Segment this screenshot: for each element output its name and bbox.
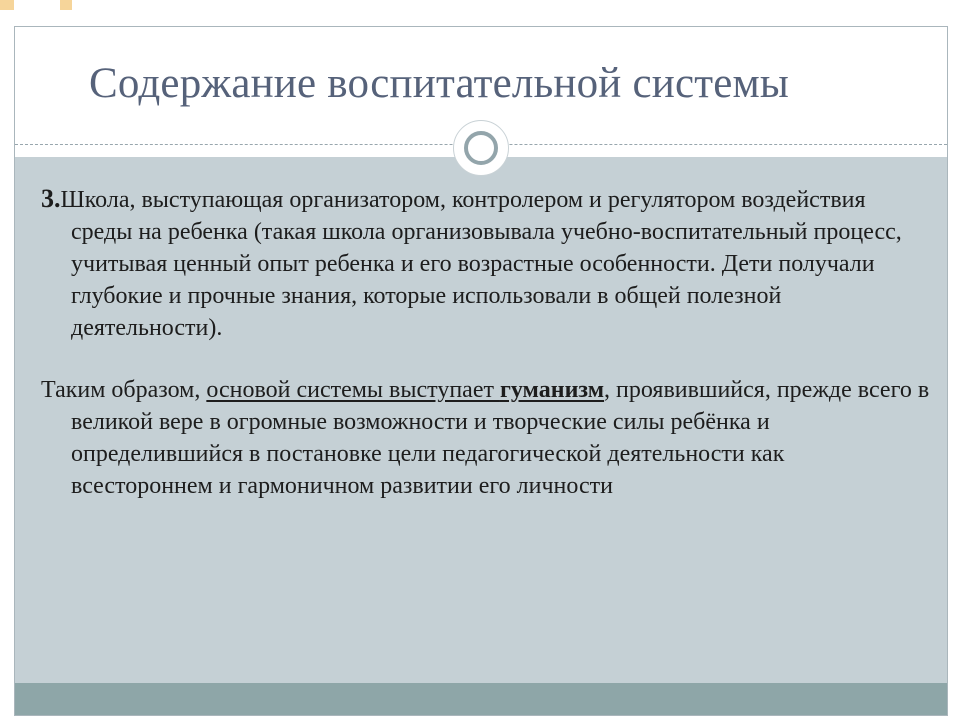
paragraph-humanism-underlined: основой системы выступает <box>206 377 500 403</box>
corner-accent-square <box>60 0 72 10</box>
paragraph-humanism-keyword: гуманизм <box>499 377 605 403</box>
footer-bar <box>15 683 947 716</box>
paragraph-humanism-rest: , проявившийся, прежде всего в великой вере в огромные возможности и творческие силы ребёнка и определившийся в постановке цели педагогической деятельности как всестороннем и гармоничном развитии его личности <box>71 377 930 499</box>
slide-frame <box>14 26 948 716</box>
corner-accent-square <box>0 0 14 10</box>
slide-content <box>41 183 931 502</box>
paragraph-school-role-text: Школа, выступающая организатором, контролером и регулятором воздействия среды на ребенка (такая школа организовывала учебно-воспитательный процесс, учитывая ценный опыт ребенка и его возрастные особенности. Дети получали глубокие и прочные знания, которые использовали в общей полезной деятельности). <box>60 187 902 341</box>
paragraph-school-role <box>41 183 931 344</box>
paragraph-number: 3. <box>41 184 61 213</box>
circle-ornament-icon <box>453 120 509 176</box>
paragraph-humanism <box>41 374 931 502</box>
circle-ornament-inner <box>464 131 498 165</box>
paragraph-humanism-lead: Таким образом, <box>41 377 207 403</box>
slide-title: Содержание воспитательной системы <box>89 60 790 107</box>
